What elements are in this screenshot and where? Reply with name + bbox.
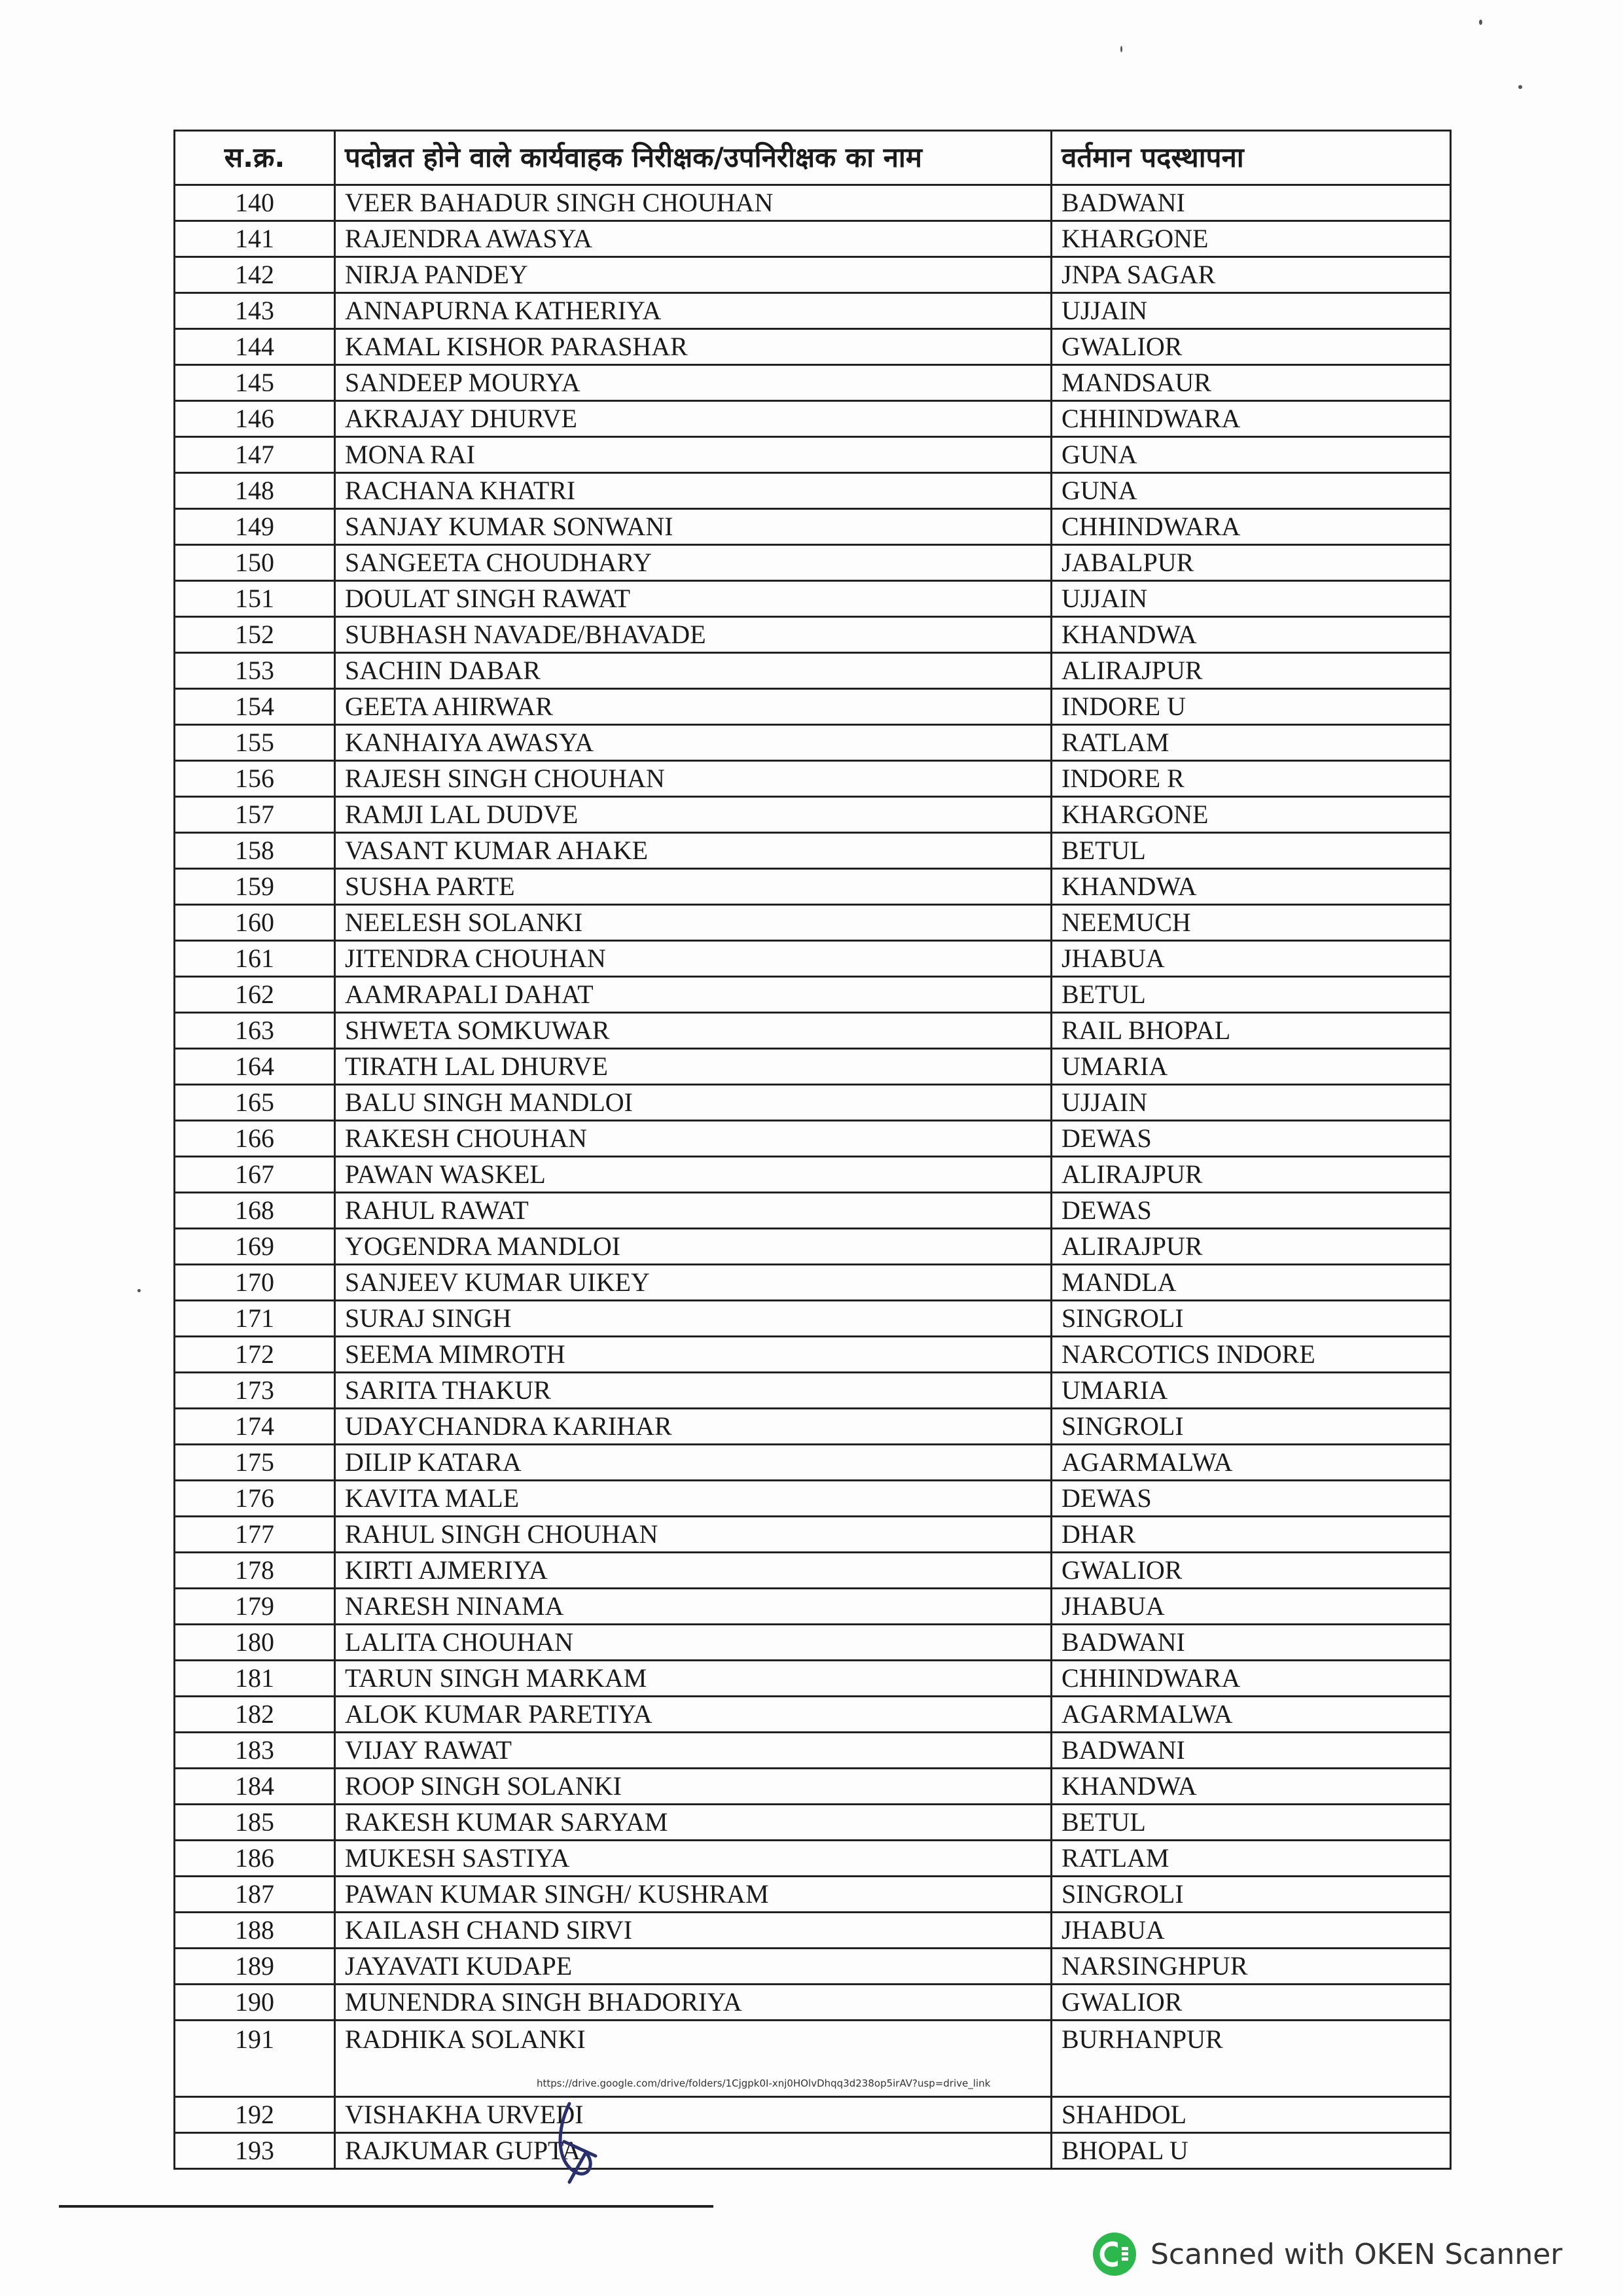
table-row (175, 1085, 1451, 1121)
row-current-posting: KHANDWA (1052, 617, 1451, 653)
row-officer-name: SANJEEV KUMAR UIKEY (335, 1265, 1052, 1301)
row-current-posting: ALIRAJPUR (1052, 653, 1451, 689)
row-officer-name: TARUN SINGH MARKAM (335, 1661, 1052, 1697)
table-row (175, 1373, 1451, 1409)
row-serial-number: 154 (175, 689, 335, 725)
table-row (175, 1157, 1451, 1193)
row-serial-number: 190 (175, 1985, 335, 2021)
row-current-posting: KHARGONE (1052, 221, 1451, 257)
row-officer-name: SANDEEP MOURYA (335, 365, 1052, 401)
row-officer-name: KAMAL KISHOR PARASHAR (335, 329, 1052, 365)
table-row (175, 257, 1451, 293)
row-serial-number: 163 (175, 1013, 335, 1049)
row-officer-name: NIRJA PANDEY (335, 257, 1052, 293)
handwritten-signature (550, 2091, 615, 2189)
table-row (175, 437, 1451, 473)
row-officer-name: KIRTI AJMERIYA (335, 1553, 1052, 1589)
row-serial-number: 168 (175, 1193, 335, 1229)
table-row (175, 1517, 1451, 1553)
table-row (175, 797, 1451, 833)
table-row (175, 1301, 1451, 1337)
row-current-posting: ALIRAJPUR (1052, 1229, 1451, 1265)
row-serial-number: 169 (175, 1229, 335, 1265)
table-row (175, 1049, 1451, 1085)
row-current-posting: NARCOTICS INDORE (1052, 1337, 1451, 1373)
row-current-posting: CHHINDWARA (1052, 401, 1451, 437)
row-current-posting: UJJAIN (1052, 293, 1451, 329)
row-current-posting: AGARMALWA (1052, 1445, 1451, 1481)
row-current-posting: GWALIOR (1052, 329, 1451, 365)
row-serial-number: 171 (175, 1301, 335, 1337)
header-officer-name: पदोन्नत होने वाले कार्यवाहक निरीक्षक/उपनिरीक्षक का नाम (335, 131, 1052, 185)
row-serial-number: 156 (175, 761, 335, 797)
row-current-posting: RATLAM (1052, 1841, 1451, 1877)
row-current-posting: DEWAS (1052, 1193, 1451, 1229)
table-row (175, 1409, 1451, 1445)
row-officer-name: RAKESH KUMAR SARYAM (335, 1805, 1052, 1841)
table-row (175, 1589, 1451, 1625)
row-current-posting: UMARIA (1052, 1373, 1451, 1409)
table-row (175, 1697, 1451, 1733)
row-officer-name: RAJESH SINGH CHOUHAN (335, 761, 1052, 797)
row-serial-number: 176 (175, 1481, 335, 1517)
table-row (175, 329, 1451, 365)
row-current-posting: AGARMALWA (1052, 1697, 1451, 1733)
row-serial-number: 162 (175, 977, 335, 1013)
row-current-posting: BETUL (1052, 1805, 1451, 1841)
row-officer-name: PAWAN WASKEL (335, 1157, 1052, 1193)
table-row (175, 581, 1451, 617)
row-serial-number: 175 (175, 1445, 335, 1481)
row-current-posting: ALIRAJPUR (1052, 1157, 1451, 1193)
row-serial-number: 192 (175, 2097, 335, 2133)
table-row (175, 509, 1451, 545)
row-officer-name: VIJAY RAWAT (335, 1733, 1052, 1769)
row-officer-name: NEELESH SOLANKI (335, 905, 1052, 941)
row-current-posting: SHAHDOL (1052, 2097, 1451, 2133)
row-serial-number: 158 (175, 833, 335, 869)
table-body (175, 185, 1451, 2169)
row-serial-number: 185 (175, 1805, 335, 1841)
row-serial-number: 188 (175, 1913, 335, 1949)
row-officer-name: RAHUL SINGH CHOUHAN (335, 1517, 1052, 1553)
table-row (175, 941, 1451, 977)
row-officer-name: MONA RAI (335, 437, 1052, 473)
table-row (175, 1553, 1451, 1589)
table-row (175, 1877, 1451, 1913)
row-serial-number: 191 (175, 2021, 335, 2097)
row-current-posting: CHHINDWARA (1052, 1661, 1451, 1697)
row-serial-number: 147 (175, 437, 335, 473)
row-officer-name: KAILASH CHAND SIRVI (335, 1913, 1052, 1949)
row-officer-name: ROOP SINGH SOLANKI (335, 1769, 1052, 1805)
row-current-posting: JHABUA (1052, 941, 1451, 977)
table-row (175, 2097, 1451, 2133)
row-officer-name: MUNENDRA SINGH BHADORIYA (335, 1985, 1052, 2021)
row-officer-name: SHWETA SOMKUWAR (335, 1013, 1052, 1049)
row-current-posting: NARSINGHPUR (1052, 1949, 1451, 1985)
row-serial-number: 174 (175, 1409, 335, 1445)
table-row (175, 1337, 1451, 1373)
row-officer-name: RAJKUMAR GUPTA (335, 2133, 1052, 2169)
drive-link-note: https://drive.google.com/drive/folders/1Cjgpk0I-xnj0HOlvDhqq3d238op5irAV?usp=drive_link (537, 2077, 991, 2089)
row-officer-name: UDAYCHANDRA KARIHAR (335, 1409, 1052, 1445)
row-officer-name: SANGEETA CHOUDHARY (335, 545, 1052, 581)
table-row (175, 761, 1451, 797)
row-officer-name: GEETA AHIRWAR (335, 689, 1052, 725)
table-row (175, 401, 1451, 437)
row-serial-number: 149 (175, 509, 335, 545)
row-current-posting: JNPA SAGAR (1052, 257, 1451, 293)
table-row (175, 1445, 1451, 1481)
row-officer-name: SURAJ SINGH (335, 1301, 1052, 1337)
row-current-posting: BETUL (1052, 977, 1451, 1013)
row-current-posting: MANDSAUR (1052, 365, 1451, 401)
table-row (175, 1625, 1451, 1661)
row-serial-number: 172 (175, 1337, 335, 1373)
bottom-rule-divider (59, 2205, 713, 2208)
row-serial-number: 193 (175, 2133, 335, 2169)
row-current-posting: UMARIA (1052, 1049, 1451, 1085)
row-officer-name: RAJENDRA AWASYA (335, 221, 1052, 257)
row-serial-number: 178 (175, 1553, 335, 1589)
row-serial-number: 165 (175, 1085, 335, 1121)
table-row (175, 2133, 1451, 2169)
table-row (175, 1949, 1451, 1985)
row-serial-number: 180 (175, 1625, 335, 1661)
row-current-posting: JHABUA (1052, 1589, 1451, 1625)
row-serial-number: 150 (175, 545, 335, 581)
table-row (175, 1193, 1451, 1229)
row-officer-name: SEEMA MIMROTH (335, 1337, 1052, 1373)
header-serial-number: स.क्र. (175, 131, 335, 185)
table-row (175, 905, 1451, 941)
table-row (175, 221, 1451, 257)
row-officer-name: AKRAJAY DHURVE (335, 401, 1052, 437)
table-row (175, 1229, 1451, 1265)
row-officer-name: RAKESH CHOUHAN (335, 1121, 1052, 1157)
row-current-posting: KHARGONE (1052, 797, 1451, 833)
table-row (175, 833, 1451, 869)
scan-speck (137, 1289, 141, 1292)
table-row (175, 473, 1451, 509)
promotion-list-table (173, 130, 1452, 2170)
table-row (175, 1121, 1451, 1157)
row-current-posting: SINGROLI (1052, 1877, 1451, 1913)
row-current-posting: BURHANPUR (1052, 2021, 1451, 2097)
table-row (175, 1769, 1451, 1805)
row-officer-name: JITENDRA CHOUHAN (335, 941, 1052, 977)
row-officer-name: LALITA CHOUHAN (335, 1625, 1052, 1661)
table-row (175, 1805, 1451, 1841)
row-serial-number: 157 (175, 797, 335, 833)
row-serial-number: 179 (175, 1589, 335, 1625)
row-serial-number: 182 (175, 1697, 335, 1733)
row-officer-name: VISHAKHA URVEDI (335, 2097, 1052, 2133)
row-serial-number: 161 (175, 941, 335, 977)
row-current-posting: GUNA (1052, 437, 1451, 473)
row-serial-number: 146 (175, 401, 335, 437)
row-officer-name: VASANT KUMAR AHAKE (335, 833, 1052, 869)
row-officer-name: TIRATH LAL DHURVE (335, 1049, 1052, 1085)
row-serial-number: 177 (175, 1517, 335, 1553)
row-serial-number: 152 (175, 617, 335, 653)
row-officer-name: SUBHASH NAVADE/BHAVADE (335, 617, 1052, 653)
row-serial-number: 167 (175, 1157, 335, 1193)
row-officer-name: SARITA THAKUR (335, 1373, 1052, 1409)
table-row (175, 1841, 1451, 1877)
row-current-posting: GUNA (1052, 473, 1451, 509)
row-serial-number: 164 (175, 1049, 335, 1085)
row-officer-name: AAMRAPALI DAHAT (335, 977, 1052, 1013)
scanner-watermark (1093, 2231, 1562, 2277)
row-current-posting: UJJAIN (1052, 581, 1451, 617)
row-current-posting: GWALIOR (1052, 1985, 1451, 2021)
table-row (175, 653, 1451, 689)
row-officer-name: NARESH NINAMA (335, 1589, 1052, 1625)
table-row (175, 365, 1451, 401)
table-row (175, 1013, 1451, 1049)
row-serial-number: 170 (175, 1265, 335, 1301)
row-officer-name: SANJAY KUMAR SONWANI (335, 509, 1052, 545)
row-serial-number: 153 (175, 653, 335, 689)
row-officer-name: BALU SINGH MANDLOI (335, 1085, 1052, 1121)
row-serial-number: 145 (175, 365, 335, 401)
row-current-posting: RATLAM (1052, 725, 1451, 761)
scan-speck (1120, 46, 1122, 52)
row-serial-number: 144 (175, 329, 335, 365)
row-current-posting: DEWAS (1052, 1481, 1451, 1517)
row-serial-number: 189 (175, 1949, 335, 1985)
table-row (175, 977, 1451, 1013)
table-row (175, 185, 1451, 221)
row-serial-number: 183 (175, 1733, 335, 1769)
row-current-posting: BETUL (1052, 833, 1451, 869)
table-row (175, 1985, 1451, 2021)
row-officer-name: KAVITA MALE (335, 1481, 1052, 1517)
row-serial-number: 186 (175, 1841, 335, 1877)
row-officer-name: DILIP KATARA (335, 1445, 1052, 1481)
table-row (175, 293, 1451, 329)
table-row (175, 1661, 1451, 1697)
table-row (175, 1265, 1451, 1301)
row-serial-number: 151 (175, 581, 335, 617)
row-serial-number: 187 (175, 1877, 335, 1913)
row-officer-name: VEER BAHADUR SINGH CHOUHAN (335, 185, 1052, 221)
table-row (175, 725, 1451, 761)
row-current-posting: BADWANI (1052, 1733, 1451, 1769)
row-serial-number: 181 (175, 1661, 335, 1697)
row-current-posting: BADWANI (1052, 185, 1451, 221)
row-officer-name: JAYAVATI KUDAPE (335, 1949, 1052, 1985)
row-serial-number: 160 (175, 905, 335, 941)
row-officer-name: RAHUL RAWAT (335, 1193, 1052, 1229)
scanner-watermark-text: Scanned with OKEN Scanner (1150, 2237, 1563, 2271)
table-row (175, 545, 1451, 581)
row-current-posting: JHABUA (1052, 1913, 1451, 1949)
row-current-posting: RAIL BHOPAL (1052, 1013, 1451, 1049)
row-current-posting: JABALPUR (1052, 545, 1451, 581)
row-current-posting: GWALIOR (1052, 1553, 1451, 1589)
oken-scanner-logo-icon (1093, 2233, 1136, 2276)
row-serial-number: 141 (175, 221, 335, 257)
row-current-posting: KHANDWA (1052, 869, 1451, 905)
table-header-row (175, 131, 1451, 185)
table-row (175, 689, 1451, 725)
row-serial-number: 148 (175, 473, 335, 509)
table-row (175, 1913, 1451, 1949)
table-row (175, 1733, 1451, 1769)
row-officer-name: RACHANA KHATRI (335, 473, 1052, 509)
row-serial-number: 142 (175, 257, 335, 293)
row-serial-number: 155 (175, 725, 335, 761)
row-officer-name: RAMJI LAL DUDVE (335, 797, 1052, 833)
row-officer-name: SACHIN DABAR (335, 653, 1052, 689)
row-officer-name: ANNAPURNA KATHERIYA (335, 293, 1052, 329)
table-row (175, 1481, 1451, 1517)
row-officer-name: ALOK KUMAR PARETIYA (335, 1697, 1052, 1733)
row-current-posting: KHANDWA (1052, 1769, 1451, 1805)
row-current-posting: MANDLA (1052, 1265, 1451, 1301)
table-row (175, 617, 1451, 653)
row-serial-number: 140 (175, 185, 335, 221)
scan-speck (1479, 20, 1482, 25)
row-officer-name: DOULAT SINGH RAWAT (335, 581, 1052, 617)
scan-speck (1518, 85, 1522, 89)
row-current-posting: CHHINDWARA (1052, 509, 1451, 545)
row-officer-name: SUSHA PARTE (335, 869, 1052, 905)
row-current-posting: DHAR (1052, 1517, 1451, 1553)
row-serial-number: 159 (175, 869, 335, 905)
row-current-posting: NEEMUCH (1052, 905, 1451, 941)
row-serial-number: 143 (175, 293, 335, 329)
row-serial-number: 184 (175, 1769, 335, 1805)
row-officer-name: PAWAN KUMAR SINGH/ KUSHRAM (335, 1877, 1052, 1913)
row-officer-name: YOGENDRA MANDLOI (335, 1229, 1052, 1265)
row-current-posting: BHOPAL U (1052, 2133, 1451, 2169)
row-current-posting: BADWANI (1052, 1625, 1451, 1661)
row-officer-name: MUKESH SASTIYA (335, 1841, 1052, 1877)
row-officer-name: RADHIKA SOLANKI (335, 2021, 1052, 2097)
table-row (175, 869, 1451, 905)
row-current-posting: UJJAIN (1052, 1085, 1451, 1121)
header-current-posting: वर्तमान पदस्थापना (1052, 131, 1451, 185)
row-current-posting: SINGROLI (1052, 1301, 1451, 1337)
row-serial-number: 173 (175, 1373, 335, 1409)
row-current-posting: INDORE U (1052, 689, 1451, 725)
row-officer-name: KANHAIYA AWASYA (335, 725, 1052, 761)
row-current-posting: DEWAS (1052, 1121, 1451, 1157)
row-serial-number: 166 (175, 1121, 335, 1157)
row-current-posting: SINGROLI (1052, 1409, 1451, 1445)
row-current-posting: INDORE R (1052, 761, 1451, 797)
